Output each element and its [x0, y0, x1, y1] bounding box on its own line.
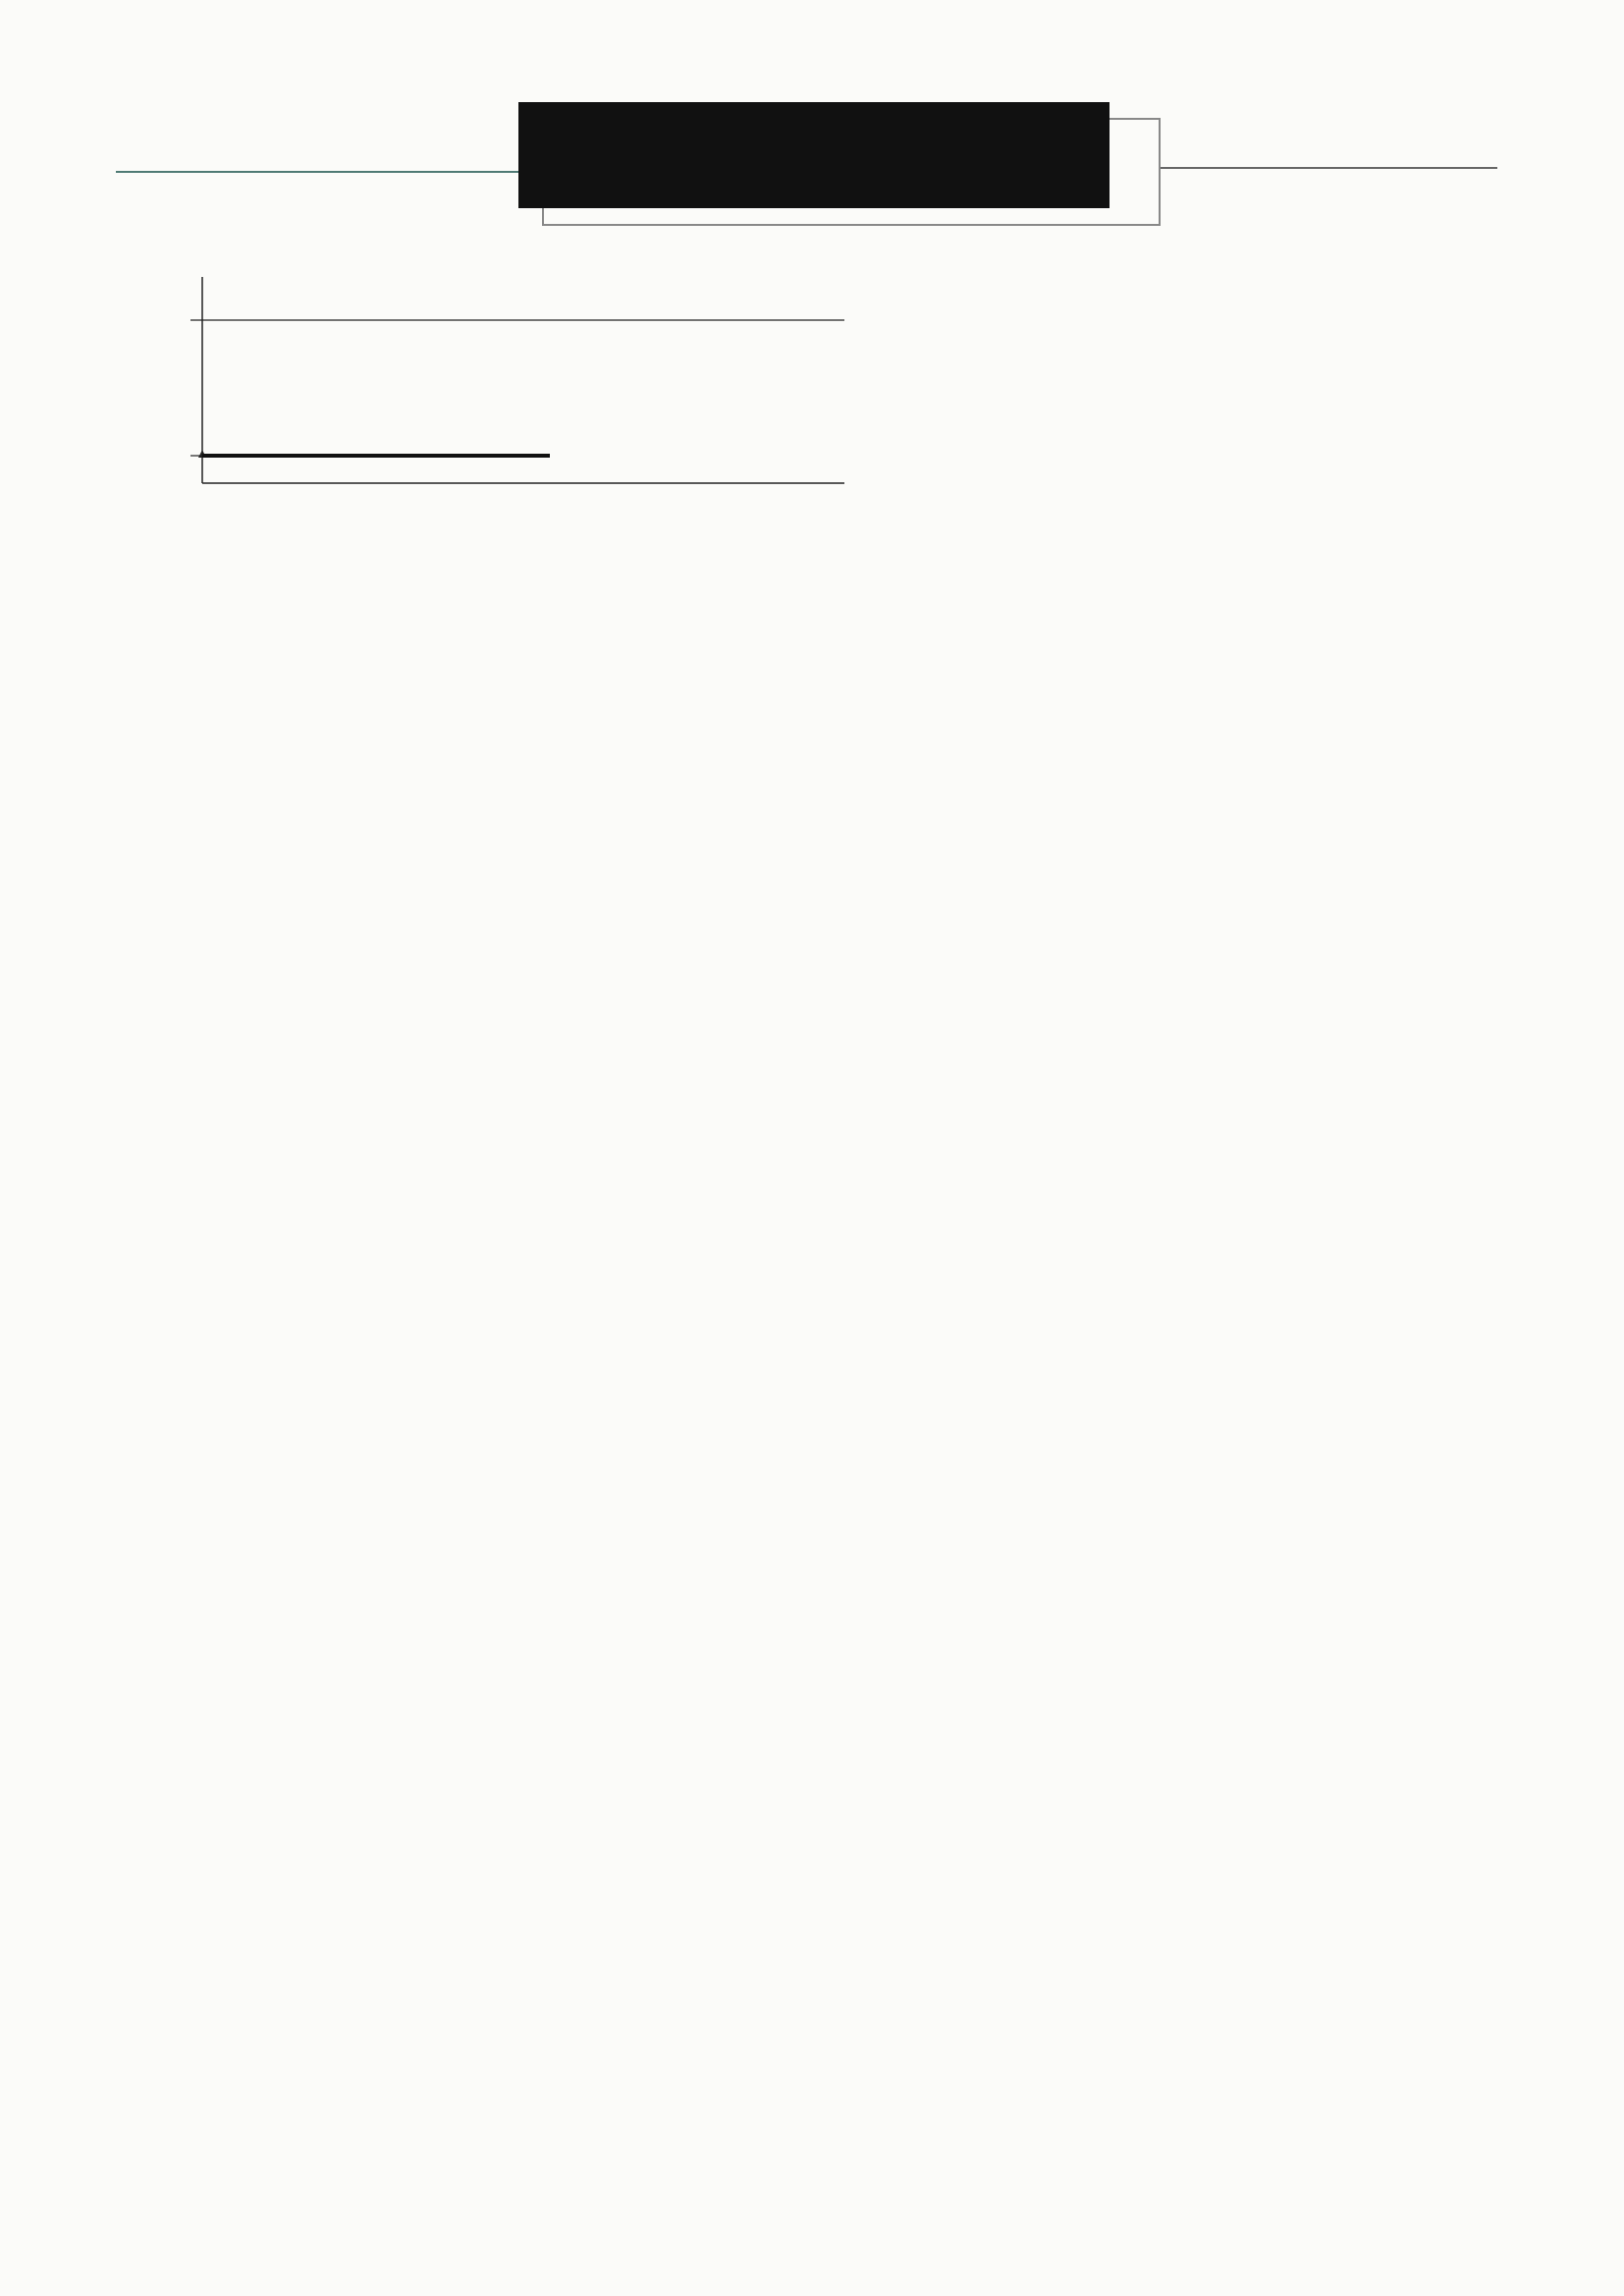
- exhaustion-banner: [518, 102, 1110, 208]
- rule-left: [116, 171, 520, 173]
- warm-temp-chart: [157, 263, 864, 511]
- rule-right: [1159, 167, 1497, 169]
